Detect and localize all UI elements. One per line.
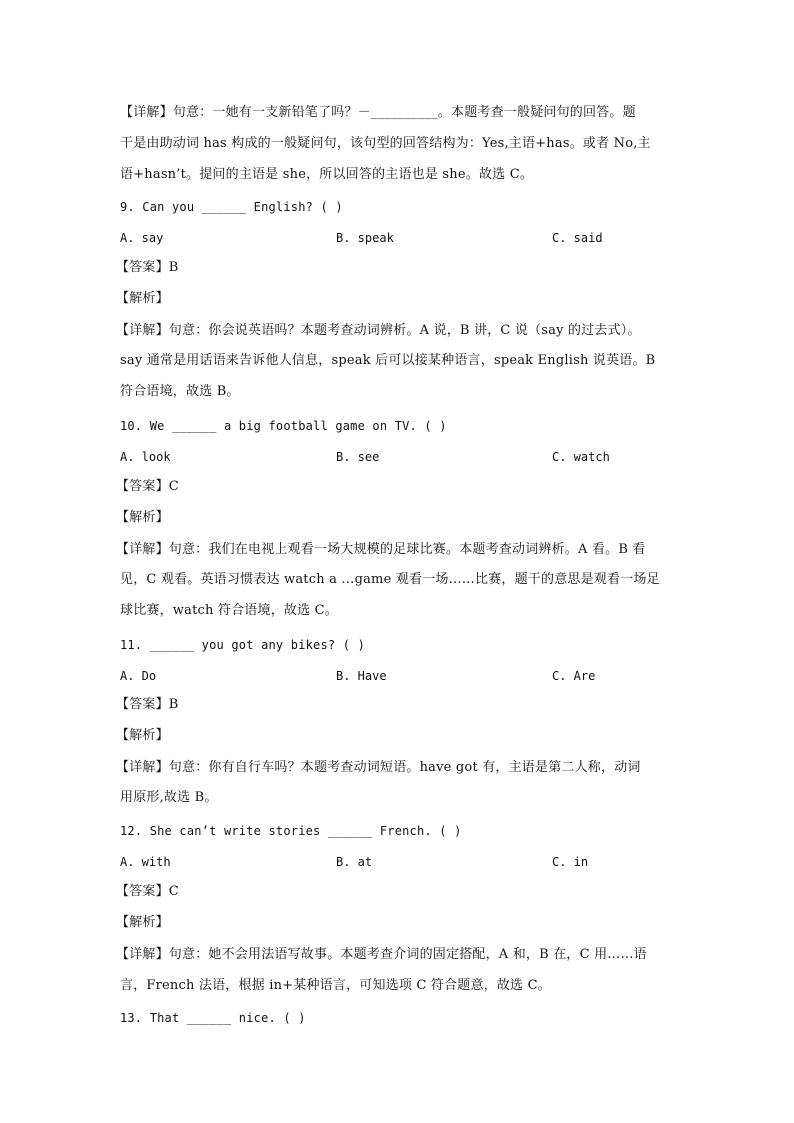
option-b: B. at (336, 855, 373, 869)
option-c: C. in (552, 855, 589, 869)
option-b: B. see (336, 450, 380, 464)
option-a: A. look (120, 450, 171, 464)
detail-text: 符合语境，故选 B。 (120, 384, 240, 399)
option-a: A. say (120, 231, 164, 245)
analysis-label: 【解析】 (116, 915, 169, 930)
answer-label: 【答案】B (116, 697, 179, 712)
answer-label: 【答案】C (116, 884, 179, 899)
detail-text: 【详解】句意：一她有一支新铅笔了吗？－__________。本题考查一般疑问句的回答。题 (120, 105, 636, 120)
question-stem: 13. That ______ nice. ( ) (120, 1011, 306, 1025)
option-c: C. said (552, 231, 603, 245)
analysis-label: 【解析】 (116, 291, 169, 306)
detail-text: say 通常是用话语来告诉他人信息，speak 后可以接某种语言，speak English 说英语。B (120, 353, 656, 368)
question-stem: 9. Can you ______ English? ( ) (120, 200, 343, 214)
question-stem: 12. She can’t write stories ______ French. ( ) (120, 824, 462, 838)
analysis-label: 【解析】 (116, 728, 169, 743)
detail-text: 干是由助动词 has 构成的一般疑问句，该句型的回答结构为：Yes,主语+has。或者 No,主 (120, 136, 651, 151)
answer-label: 【答案】B (116, 260, 179, 275)
question-stem: 10. We ______ a big football game on TV. ( ) (120, 419, 447, 433)
answer-label: 【答案】C (116, 479, 179, 494)
detail-text: 用原形,故选 B。 (120, 790, 218, 805)
question-stem: 11. ______ you got any bikes? ( ) (120, 638, 366, 652)
option-b: B. Have (336, 669, 387, 683)
detail-text: 【详解】句意：你会说英语吗？本题考查动词辨析。A 说，B 讲，C 说（say 的过去式）。 (116, 323, 641, 338)
option-c: C. watch (552, 450, 610, 464)
option-a: A. with (120, 855, 171, 869)
detail-text: 【详解】句意：她不会用法语写故事。本题考查介词的固定搭配，A 和，B 在，C 用……语 (116, 947, 647, 962)
detail-text: 言，French 法语，根据 in+某种语言，可知选项 C 符合题意，故选 C。 (120, 978, 551, 993)
analysis-label: 【解析】 (116, 510, 169, 525)
detail-text: 球比赛，watch 符合语境，故选 C。 (120, 603, 338, 618)
option-c: C. Are (552, 669, 596, 683)
detail-text: 【详解】句意：我们在电视上观看一场大规模的足球比赛。本题考查动词辨析。A 看。B 看 (116, 542, 646, 557)
detail-text: 语+hasn’t。提问的主语是 she，所以回答的主语也是 she。故选 C。 (120, 167, 534, 182)
option-b: B. speak (336, 231, 394, 245)
detail-text: 【详解】句意：你有自行车吗？本题考查动词短语。have got 有，主语是第二人称，动词 (116, 760, 641, 775)
detail-text: 见，C 观看。英语习惯表达 watch a …game 观看一场……比赛，题干的意思是观看一场足 (120, 572, 660, 587)
option-a: A. Do (120, 669, 157, 683)
